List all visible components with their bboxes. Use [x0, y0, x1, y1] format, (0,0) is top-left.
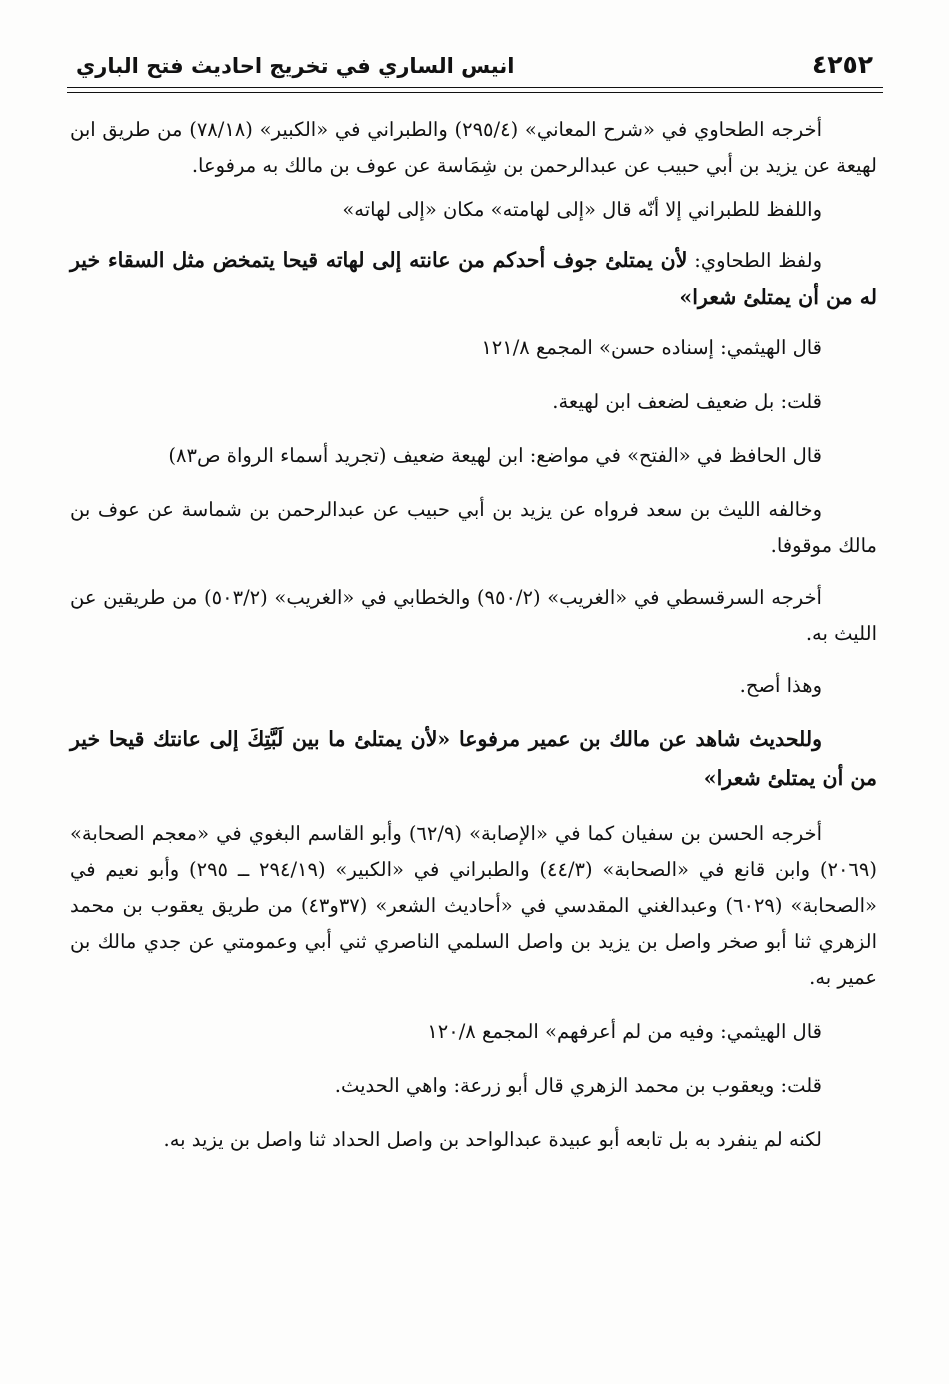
hadith-text-tahawi: لأن يمتلئ جوف أحدكم من عانته إلى لهاته قيحا يتمخض مثل السقاء خير له من أن يمتلئ شعرا» — [70, 248, 877, 309]
header-rule-bottom — [67, 92, 883, 93]
paragraph-shahid-malik: وللحديث شاهد عن مالك بن عمير مرفوعا «لأن يمتلئ ما بين لَبَّتِكَ إلى عانتك قيحا خير من أن يمتلئ شعرا» — [70, 727, 877, 790]
paragraph-takhrij-saraqusti: أخرجه السرقسطي في «الغريب» (٩٥٠/٢) والخطابي في «الغريب» (٥٠٣/٢) من طريقين عن الليث به. — [70, 586, 877, 645]
paragraph-author-note-1: قلت: بل ضعيف لضعف ابن لهيعة. — [552, 390, 822, 413]
paragraph-layth-mawquf: وخالفه الليث بن سعد فرواه عن يزيد بن أبي حبيب عن عبدالرحمن بن شماسة عن عوف بن مالك موقوفا. — [70, 498, 877, 557]
page-body — [70, 112, 877, 1158]
paragraph-takhrij-tahawi: أخرجه الطحاوي في «شرح المعاني» (٢٩٥/٤) والطبراني في «الكبير» (٧٨/١٨) من طريق ابن لهيعة عن يزيد بن أبي حبيب عن عبدالرحمن بن شِمَاسة عن عوف بن مالك به مرفوعا. — [70, 118, 877, 177]
tahawi-lead: ولفظ الطحاوي: — [694, 249, 822, 272]
header-rule-top — [67, 87, 883, 88]
page-header — [70, 44, 877, 90]
paragraph-takhrij-hasan: أخرجه الحسن بن سفيان كما في «الإصابة» (٦٢/٩) وأبو القاسم البغوي في «معجم الصحابة» (٢٠٦٩) وابن قانع في «الصحابة» (٤٤/٣) والطبراني في «الكبير» (٢٩٤/١٩ ــ ٢٩٥) وأبو نعيم في «الصحابة» (٦٠٢٩) وعبدالغني المقدسي في «أحاديث الشعر» (٣٧و٤٣) من طريق يعقوب بن محمد الزهري ثنا أبو صخر واصل بن يزيد بن واصل السلمي الناصري ثني أبي وعمومتي عن جدي مالك بن عمير به. — [70, 822, 877, 989]
paragraph-tahawi-wording — [70, 242, 877, 316]
paragraph-mutaba-ah: لكنه لم ينفرد به بل تابعه أبو عبيدة عبدالواحد بن واصل الحداد ثنا واصل بن يزيد به. — [163, 1128, 822, 1151]
paragraph-asahh: وهذا أصح. — [739, 674, 822, 697]
page-number: ٤٢٥٢ — [811, 50, 873, 79]
paragraph-tabarani-wording: واللفظ للطبراني إلا أنّه قال «إلى لهامته» مكان «إلى لهاته» — [342, 198, 822, 221]
paragraph-author-note-2: قلت: ويعقوب بن محمد الزهري قال أبو زرعة: واهي الحديث. — [334, 1074, 822, 1097]
paragraph-haythami-1: قال الهيثمي: إسناده حسن» المجمع ١٢١/٨ — [481, 336, 822, 359]
paragraph-haythami-2: قال الهيثمي: وفيه من لم أعرفهم» المجمع ١٢٠/٨ — [427, 1020, 822, 1043]
document-page — [70, 0, 877, 1384]
paragraph-hafiz-fath: قال الحافظ في «الفتح» في مواضع: ابن لهيعة ضعيف (تجريد أسماء الرواة ص٨٣) — [168, 444, 822, 467]
book-title: انيس الساري في تخريج احاديث فتح الباري — [76, 54, 515, 78]
